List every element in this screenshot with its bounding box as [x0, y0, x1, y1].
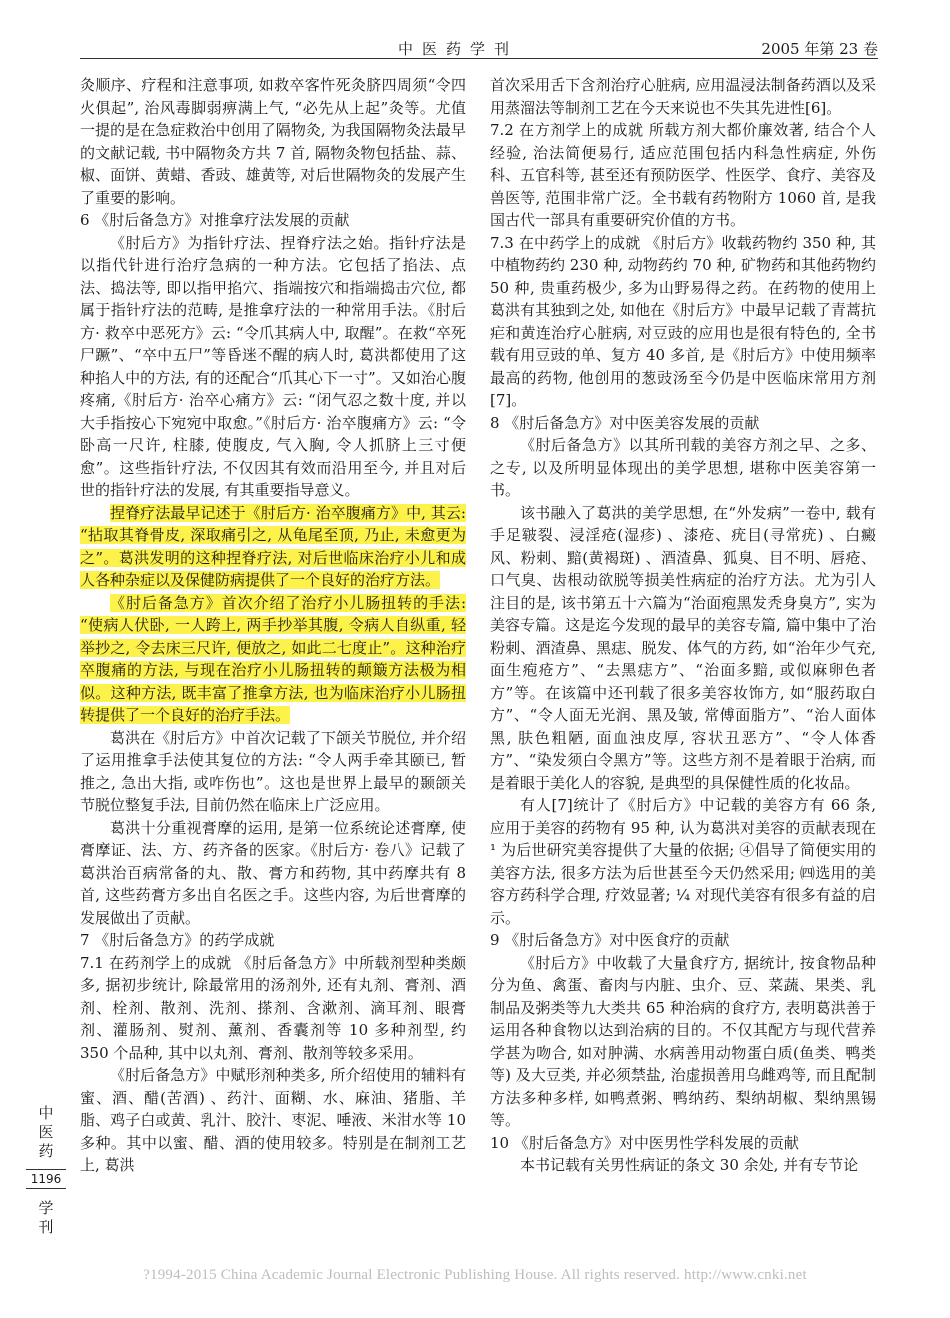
highlighted-paragraph [80, 502, 466, 592]
paragraph: 7.2 在方剂学上的成就 所载方剂大都价廉效著, 结合个人经验, 治法简便易行, 适应范围包括内科急性病症, 外伤科、五官科等, 甚至还有预防医学、性医学、食疗、美容及兽医等, 范围非常广泛。全书载有药物附方 1060 首, 是我国古代一部具有重要研究价值的方书。 [490, 121, 876, 229]
paragraph: 灸顺序、疗程和注意事项, 如救卒客忤死灸脐四周须“令四火俱起”, 治风毒脚弱痹满上气, “必先从上起”灸等。尤值一提的是在急症救治中创用了隔物灸, 为我国隔物灸法最早的文献记载, 书中隔物灸方共 7 首, 隔物灸物包括盐、蒜、椒、面饼、黄蜡、香豉、雄黄等, 对后世隔物灸的发展产生了重要的影响。 [80, 76, 466, 207]
paragraph: 《肘后备急方》中赋形剂种类多, 所介绍使用的辅料有蜜、酒、醋(苦酒) 、药汁、面糊、水、麻油、猪脂、羊脂、鸡子白或黄、乳汁、胶汁、枣泥、唾液、米泔水等 10 多种。其中以蜜、醋、酒的使用较多。特别是在制剂工艺上, 葛洪 [80, 1066, 466, 1174]
paragraph: 《肘后方》为指针疗法、捏脊疗法之始。指针疗法是以指代针进行治疗急病的一种方法。它包括了掐法、点法、捣法等, 即以指甲掐穴、指端按穴和指端捣击穴位, 都属于指针疗法的范畴, 是推拿疗法的一种常用手法。《肘后方· 救卒中恶死方》云: “令爪其病人中, 取醒”。在救“卒死尸蹶”、“卒中五尸”等昏迷不醒的病人时, 葛洪都使用了这种掐人中的方法, 有的还配合“爪其心下一寸”。又如治心腹疼痛,《肘后方· 治卒心痛方》云: “闭气忍之数十度, 并以大手指按心下宛宛中取愈。”《肘后方· 治卒腹痛方》云: “令卧高一尺许, 柱膝, 使腹皮, 气入胸, 令人抓脐上三寸便愈”。这些指针疗法, 不仅因其有效而沿用至今, 并且对后世的指针疗法的发展, 有其重要指导意义。 [80, 233, 466, 499]
paragraph: 有人[7]统计了《肘后方》中记载的美容方有 66 条, 应用于美容的药物有 95 种, 认为葛洪对美容的贡献表现在 ¹ 为后世研究美容提供了大量的依据; ④倡导了简便实用的美容方法, 很多方法为后世甚至今天仍然采用; ㈣选用的美容方药科学合理, 疗效显著; ¼ 对现代美容有很多有益的启示。 [490, 796, 876, 927]
side-char: 刊 [38, 1218, 54, 1236]
paragraph: 《肘后方》中收载了大量食疗方, 据统计, 按食物品种分为鱼、禽蛋、畜肉与内脏、虫介、豆、菜蔬、果类、乳制品及粥类等九大类共 65 种治病的食疗方, 表明葛洪善于运用各种食物以达到治病的目的。不仅其配方与现代营养学甚为吻合, 如对肿满、水病善用动物蛋白质(鱼类、鸭类等) 及大豆类, 并必须禁盐, 治虚损善用乌雌鸡等, 而且配制方法多种多样, 如鸭煮粥、鸭纳药、梨纳胡椒、梨纳黑锡等。 [490, 953, 876, 1129]
section-heading: 7 《肘后备急方》的药学成就 [80, 931, 275, 949]
right-column [490, 74, 876, 1177]
section-heading: 6 《肘后备急方》对推拿疗法发展的贡献 [80, 211, 350, 229]
highlight: 捏脊疗法最早记述于《肘后方· 治卒腹痛方》中, 其云: “拈取其脊骨皮, 深取痛引之, 从龟尾至顶, 乃止, 未愈更为之”。葛洪发明的这种捏脊疗法, 对后世临床治疗小儿和成人各种杂症以及保健防病提供了一个良好的治疗方法。 [80, 503, 466, 589]
paragraph: 首次采用舌下含剂治疗心脏病, 应用温浸法制备药酒以及采用蒸溜法等制剂工艺在今天来说也不失其先进性[6]。 [490, 76, 876, 117]
paragraph: 葛洪十分重视膏摩的运用, 是第一位系统论述膏摩, 使膏摩证、法、方、药齐备的医家。《肘后方· 卷八》记载了葛洪治百病常备的丸、散、膏方和药物, 其中药摩共有 8 首, 这些药膏方多出自名医之手。这些内容, 为后世膏摩的发展做出了贡献。 [80, 818, 466, 927]
side-journal-tab [26, 1104, 66, 1237]
section-heading: 8 《肘后备急方》对中医美容发展的贡献 [490, 413, 760, 432]
volume-label: 2005 年第 23 卷 [761, 40, 878, 58]
side-char: 学 [38, 1199, 54, 1217]
side-char: 药 [38, 1142, 54, 1160]
paragraph: 该书融入了葛洪的美学思想, 在“外发病”一卷中, 载有手足皲裂、浸淫疮(湿疹) 、漆疮、疣目(寻常疣) 、白癜风、粉刺、黯(黄褐斑) 、酒渣鼻、狐臭、目不明、唇疮、口气臭、齿根动欲脱等损美性病症的治疗方法。尤为引人注目的是, 该书第五十六篇为“治面疱黑发秃身臭方”, 实为美容专篇。这是迄今发现的最早的美容专篇, 篇中集中了治粉刺、酒渣鼻、黑痣、脱发、体气的方药, 如“治年少气充, 面生疱疮方”、“去黑痣方”、“治面多黯, 或似麻卵色者方”等。在该篇中还刊载了很多美容妆饰方, 如“服药取白方”、“令人面无光润、黑及皱, 常傅面脂方”、“治人面体黑, 肤色粗陋, 面血浊皮厚, 容状丑恶方”、“令人体香方”、“染发须白令黑方”等。这些方剂不是着眼于治病, 而是着眼于美化人的容貌, 是典型的具保健性质的化妆品。 [490, 503, 876, 792]
side-char: 医 [38, 1123, 54, 1141]
paragraph: 7.3 在中药学上的成就 《肘后方》收载药物约 350 种, 其中植物药约 230 种, 动物药约 70 种, 矿物药和其他药物约 50 种, 贵重药极少, 多为山野易得之药。在药物的使用上葛洪有其独到之处, 如他在《肘后方》中最早记载了青蒿抗疟和黄连治疗心脏病, 对豆豉的应用也是很有特色的, 全书载有用豆豉的单、复方 40 多首, 是《肘后方》中使用频率最高的药物, 他创用的葱豉汤至今仍是中医临床常用方剂[7]。 [490, 233, 876, 409]
page-header [80, 36, 878, 59]
page-number: 1196 [26, 1169, 66, 1189]
paragraph: 葛洪在《肘后方》中首次记载了下颌关节脱位, 并介绍了运用推拿手法使其复位的方法: “令人两手牵其颐已, 暂推之, 急出大指, 或咋伤也”。这也是世界上最早的颞颌关节脱位整复手法, 目前仍然在临床上广泛应用。 [80, 728, 466, 814]
paragraph: 本书记载有关男性病证的条文 30 余处, 并有专节论 [520, 1156, 859, 1174]
paragraph: 《肘后备急方》以其所刊载的美容方剂之早、之多、之专, 以及所明显体现出的美学思想, 堪称中医美容第一书。 [490, 436, 876, 499]
journal-name: 中医药学刊 [398, 40, 519, 58]
highlight: 《肘后备急方》首次介绍了治疗小儿肠扭转的手法: “使病人伏卧, 一人跨上, 两手抄举其腹, 令病人自纵重, 轻举抄之, 令去床三尺许, 便放之, 如此二七度止”。这种治疗卒腹痛的方法, 与现在治疗小儿肠扭转的颠簸方法极为相似。这种方法, 既丰富了推拿方法, 也为临床治疗小儿肠扭转提供了一个良好的治疗手法。 [80, 593, 466, 724]
paragraph: 7.1 在药剂学上的成就 《肘后备急方》中所载剂型种类颇多, 据初步统计, 除最常用的汤剂外, 还有丸剂、膏剂、酒剂、栓剂、散剂、洗剂、搽剂、含漱剂、滴耳剂、眼膏剂、灌肠剂、熨剂、薰剂、香囊剂等 10 多种剂型, 约 350 个品种, 其中以丸剂、膏剂、散剂等较多采用。 [80, 953, 466, 1062]
copyright-footer: ?1994-2015 China Academic Journal Electronic Publishing House. All rights reserved. http://www.cnki.net [143, 1267, 807, 1283]
section-heading: 10 《肘后备急方》对中医男性学科发展的贡献 [490, 1133, 799, 1152]
side-char: 中 [38, 1104, 54, 1122]
highlighted-paragraph [80, 592, 466, 727]
section-heading: 9 《肘后备急方》对中医食疗的贡献 [490, 931, 730, 949]
left-column [80, 74, 466, 1177]
